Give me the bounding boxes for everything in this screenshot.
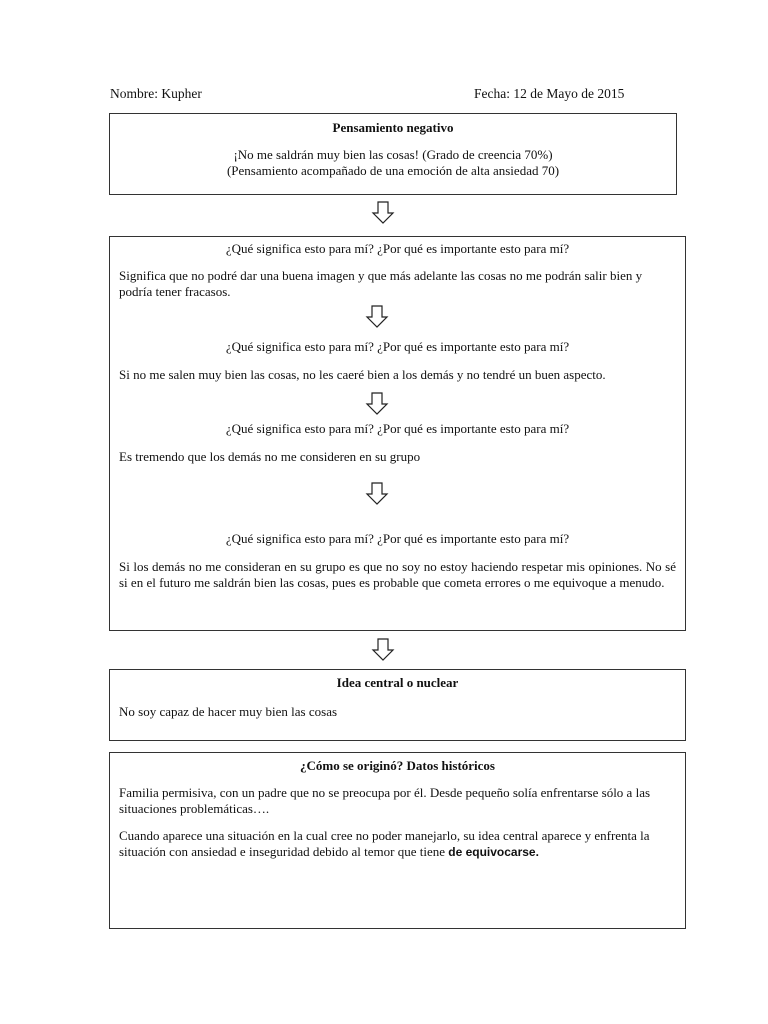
origin-paragraph-2-emphasis: de equivocarse. bbox=[448, 845, 539, 859]
date-field: Fecha: 12 de Mayo de 2015 bbox=[474, 86, 625, 101]
question-text: ¿Qué significa esto para mí? ¿Por qué es importante esto para mí? bbox=[225, 339, 570, 354]
origin-paragraph-2 bbox=[119, 828, 675, 860]
down-arrow-icon bbox=[371, 638, 395, 662]
origin-title: ¿Cómo se originó? Datos históricos bbox=[300, 758, 495, 773]
origin-box bbox=[109, 752, 686, 929]
core-idea-text: No soy capaz de hacer muy bien las cosas bbox=[119, 704, 338, 719]
origin-paragraph-1: Familia permisiva, con un padre que no se preocupa por él. Desde pequeño solía enfrentarse sólo a las situaciones problemáticas…. bbox=[119, 785, 651, 816]
answer-text: Si los demás no me consideran en su grupo es que no soy no estoy haciendo respetar mis opiniones. No sé si en el futuro me saldrán bien las cosas, pues es probable que cometa errores o me equivoque a menudo. bbox=[119, 559, 676, 590]
question-text: ¿Qué significa esto para mí? ¿Por qué es importante esto para mí? bbox=[225, 241, 570, 256]
answer-text: Significa que no podré dar una buena imagen y que más adelante las cosas no me podrán salir bien y podría tener fracasos. bbox=[119, 268, 643, 299]
negative-thought-line2: (Pensamiento acompañado de una emoción de alta ansiedad 70) bbox=[226, 163, 560, 178]
negative-thought-box bbox=[109, 113, 677, 195]
negative-thought-line1: ¡No me saldrán muy bien las cosas! (Grado de creencia 70%) bbox=[233, 147, 553, 162]
down-arrow-icon bbox=[371, 201, 395, 225]
question-text: ¿Qué significa esto para mí? ¿Por qué es importante esto para mí? bbox=[225, 531, 570, 546]
origin-paragraph-2-text: Cuando aparece una situación en la cual cree no poder manejarlo, su idea central aparece y enfrenta la situación con ansiedad e inseguridad debido al temor que tiene bbox=[119, 828, 650, 859]
down-arrow-icon bbox=[365, 305, 389, 329]
core-idea-title: Idea central o nuclear bbox=[336, 675, 459, 690]
negative-thought-title: Pensamiento negativo bbox=[332, 120, 454, 135]
answer-text: Es tremendo que los demás no me consideren en su grupo bbox=[119, 449, 421, 464]
down-arrow-icon bbox=[365, 392, 389, 416]
answer-text: Si no me salen muy bien las cosas, no les caeré bien a los demás y no tendré un buen aspecto. bbox=[119, 367, 606, 382]
question-text: ¿Qué significa esto para mí? ¿Por qué es importante esto para mí? bbox=[225, 421, 570, 436]
name-field: Nombre: Kupher bbox=[110, 86, 202, 101]
core-idea-box bbox=[109, 669, 686, 741]
questioning-box bbox=[109, 236, 686, 631]
down-arrow-icon bbox=[365, 482, 389, 506]
